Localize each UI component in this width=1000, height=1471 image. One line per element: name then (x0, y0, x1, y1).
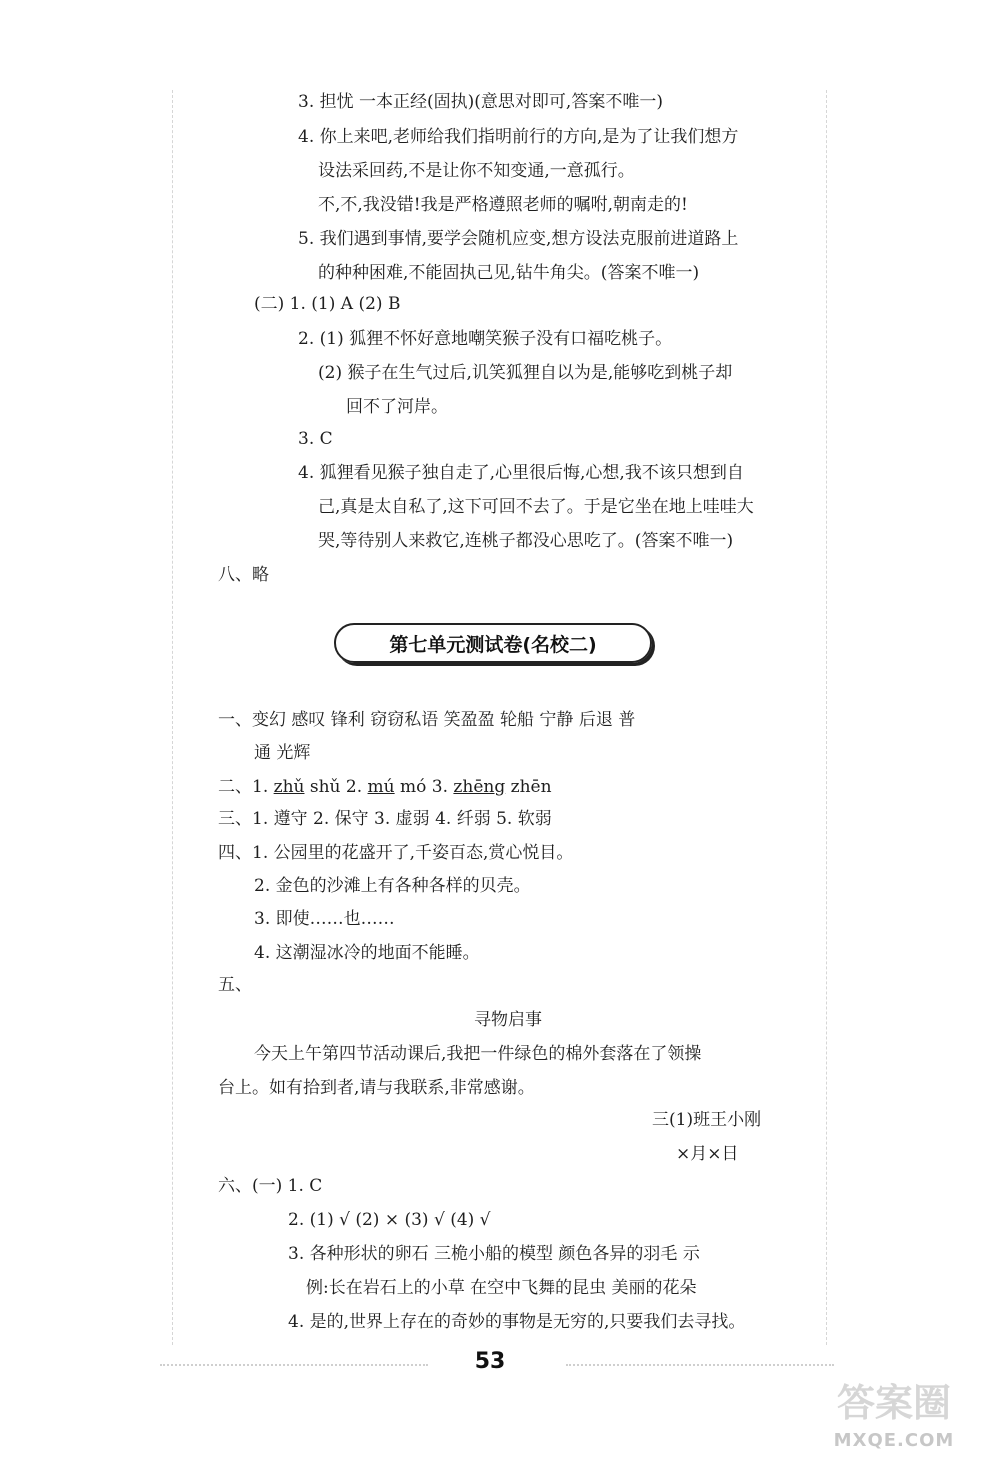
answer-line: 的种种困难,不能固执己见,钻牛角尖。(答案不唯一) (318, 263, 700, 283)
notice-title: 寻物启事 (474, 1010, 542, 1030)
answer-line: 2. (1) 狐狸不怀好意地嘲笑猴子没有口福吃桃子。 (298, 329, 673, 349)
right-margin-line (826, 90, 827, 1345)
answer-line: 三、1. 遵守 2. 保守 3. 虚弱 4. 纤弱 5. 软弱 (218, 809, 552, 829)
pinyin-underlined: mú (367, 777, 395, 797)
answer-line: 3. C (298, 429, 333, 449)
answer-line: 例:长在岩石上的小草 在空中飞舞的昆虫 美丽的花朵 (306, 1278, 697, 1298)
answer-line: 通 光辉 (254, 743, 311, 763)
answer-line: 4. 这潮湿冰冷的地面不能睡。 (254, 943, 480, 963)
answer-line: (2) 猴子在生气过后,讥笑狐狸自以为是,能够吃到桃子却 (318, 363, 733, 383)
notice-signature: 三(1)班王小刚 (652, 1110, 762, 1130)
page-number: 53 (474, 1349, 506, 1374)
answer-line: 3. 各种形状的卵石 三桅小船的模型 颜色各异的羽毛 示 (288, 1244, 700, 1264)
footer-divider-right (566, 1364, 834, 1366)
notice-date: ×月×日 (676, 1144, 739, 1164)
pinyin-part: shǔ 2. (304, 777, 368, 797)
answer-line: 3. 担忧 一本正经(固执)(意思对即可,答案不唯一) (298, 92, 663, 112)
pinyin-part: zhēn (505, 777, 552, 797)
watermark (800, 1378, 988, 1460)
pinyin-underlined: zhǔ (273, 777, 305, 797)
answer-line: 4. 狐狸看见猴子独自走了,心里很后悔,心想,我不该只想到自 (298, 463, 744, 483)
watermark-logo: 答案圈 (836, 1381, 951, 1425)
footer-divider-left (160, 1364, 428, 1366)
answer-line: 八、略 (218, 565, 269, 585)
answer-line: 己,真是太自私了,这下可回不去了。于是它坐在地上哇哇大 (318, 497, 754, 517)
answer-line: 4. 是的,世界上存在的奇妙的事物是无穷的,只要我们去寻找。 (288, 1312, 746, 1332)
answer-line: 四、1. 公园里的花盛开了,千姿百态,赏心悦目。 (218, 843, 574, 863)
section-title: 第七单元测试卷(名校二) (334, 623, 652, 663)
notice-body-line: 台上。如有拾到者,请与我联系,非常感谢。 (218, 1078, 535, 1098)
answer-line: 3. 即使……也…… (254, 909, 395, 929)
answer-line: 2. (1) √ (2) × (3) √ (4) √ (288, 1210, 491, 1230)
answer-line: 5. 我们遇到事情,要学会随机应变,想方设法克服前进道路上 (298, 229, 739, 249)
pinyin-underlined: zhēng (453, 777, 506, 797)
answer-line: 回不了河岸。 (346, 397, 448, 417)
left-margin-line (172, 90, 173, 1345)
pinyin-answer-line (218, 775, 552, 799)
answer-line: 不,不,我没错!我是严格遵照老师的嘱咐,朝南走的! (318, 195, 688, 215)
answer-line: 六、(一) 1. C (218, 1176, 323, 1196)
answer-line: 设法采回药,不是让你不知变通,一意孤行。 (318, 161, 635, 181)
notice-body-line: 今天上午第四节活动课后,我把一件绿色的棉外套落在了领操 (254, 1044, 702, 1064)
pinyin-part: mó 3. (394, 777, 454, 797)
answer-line: 4. 你上来吧,老师给我们指明前行的方向,是为了让我们想方 (298, 127, 739, 147)
answer-line: 2. 金色的沙滩上有各种各样的贝壳。 (254, 876, 531, 896)
pinyin-part: 二、1. (218, 777, 274, 797)
answer-line: 一、变幻 感叹 锋利 窃窃私语 笑盈盈 轮船 宁静 后退 普 (218, 710, 636, 730)
answer-line: 五、 (218, 975, 252, 995)
watermark-site: MXQE.COM (833, 1430, 955, 1451)
answer-line: (二) 1. (1) A (2) B (254, 294, 401, 314)
answer-line: 哭,等待别人来救它,连桃子都没心思吃了。(答案不唯一) (318, 531, 734, 551)
